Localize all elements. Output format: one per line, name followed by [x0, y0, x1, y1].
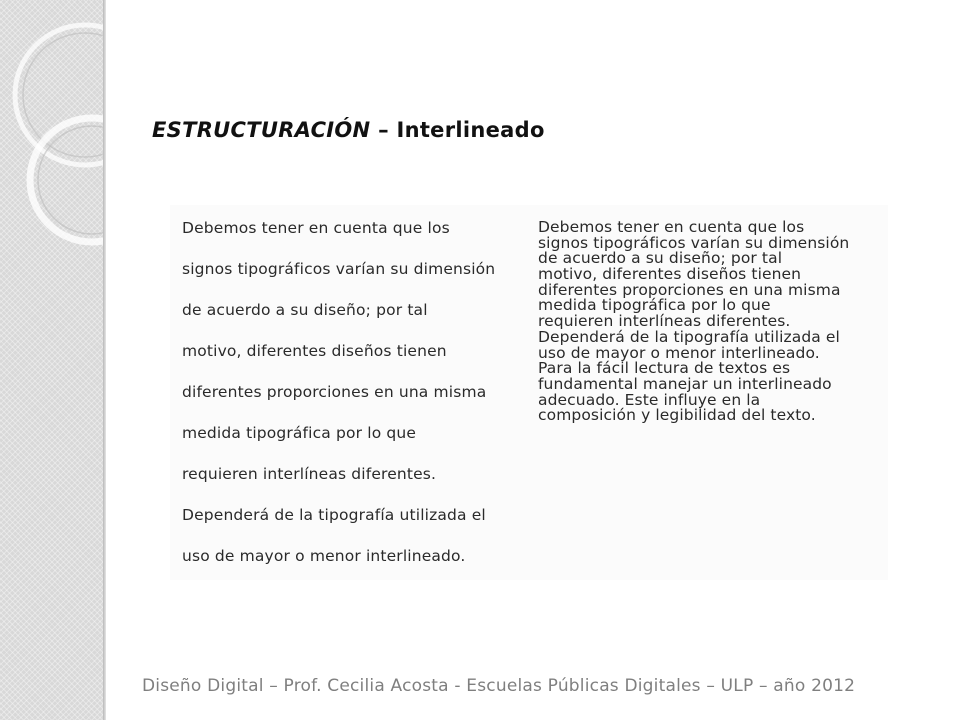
leading-sample-image — [170, 205, 888, 580]
footer-credits: Diseño Digital – Prof. Cecilia Acosta - Escuelas Públicas Digitales – ULP – año 2012 — [142, 676, 856, 696]
text-line: Dependerá de la tipografía utilizada el — [182, 506, 486, 524]
text-line: diferentes proporciones en una misma — [538, 280, 841, 299]
text-line: diferentes proporciones en una misma — [182, 383, 487, 401]
text-line: requieren interlíneas diferentes. — [182, 465, 437, 483]
text-line: adecuado. Este influye en la — [538, 390, 761, 409]
text-line: signos tipográficos varían su dimensión — [538, 233, 850, 252]
slide-title-italic: ESTRUCTURACIÓN — [152, 118, 371, 142]
sidebar-edge — [103, 0, 106, 720]
text-line: motivo, diferentes diseños tienen — [182, 342, 447, 360]
decorative-sidebar — [0, 0, 105, 720]
text-line: medida tipográfica por lo que — [538, 296, 771, 315]
text-line: fundamental manejar un interlineado — [538, 374, 832, 393]
text-line: Debemos tener en cuenta que los — [182, 219, 450, 237]
text-line: signos tipográficos varían su dimensión — [182, 260, 496, 278]
decorative-rings — [0, 0, 105, 720]
text-line: de acuerdo a su diseño; por tal — [182, 301, 428, 319]
text-line: uso de mayor o menor interlineado. — [538, 343, 820, 362]
text-line: Dependerá de la tipografía utilizada el — [538, 327, 840, 346]
text-line: Debemos tener en cuenta que los — [538, 218, 805, 236]
slide-title-rest: – Interlineado — [378, 118, 545, 142]
slide-title — [152, 118, 545, 142]
text-line: medida tipográfica por lo que — [182, 424, 417, 442]
text-line: Para la fácil lectura de textos es — [538, 359, 791, 378]
text-line: motivo, diferentes diseños tienen — [538, 265, 802, 284]
text-line: composición y legibilidad del texto. — [538, 406, 816, 425]
wide-leading-column — [182, 217, 527, 586]
tight-leading-column — [538, 220, 883, 424]
text-line: requieren interlíneas diferentes. — [538, 312, 791, 331]
text-line: uso de mayor o menor interlineado. — [182, 547, 466, 565]
text-line: de acuerdo a su diseño; por tal — [538, 249, 783, 268]
